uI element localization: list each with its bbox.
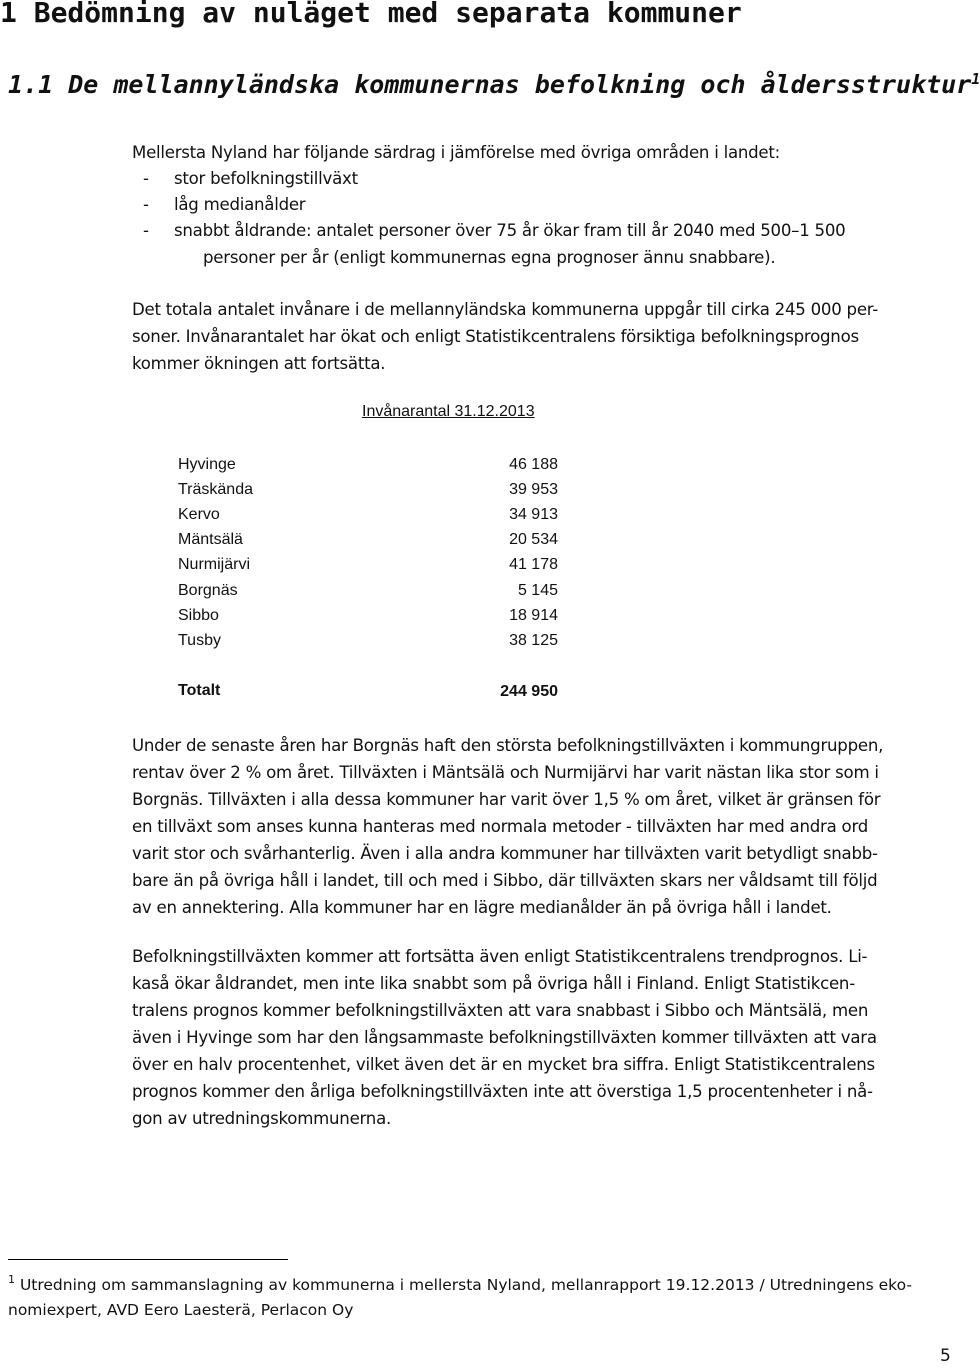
footnote-line	[8, 1273, 912, 1294]
intro-lead: Mellersta Nyland har följande särdrag i jämförelse med övriga områden i landet:	[132, 143, 780, 162]
paragraph-line: rentav över 2 % om året. Tillväxten i Mäntsälä och Nurmijärvi har varit nästan lika stor som i	[132, 763, 879, 782]
bullet-marker: -	[143, 221, 149, 240]
page-number: 5	[940, 1346, 951, 1366]
population-value: 39 953	[509, 481, 558, 498]
population-value: 46 188	[509, 456, 558, 473]
municipality-name: Kervo	[178, 506, 220, 523]
paragraph-line: kommer ökningen att fortsätta.	[132, 354, 386, 373]
bullet-item: låg medianålder	[174, 195, 306, 214]
paragraph-line: gon av utredningskommunerna.	[132, 1109, 392, 1128]
municipality-name: Nurmijärvi	[178, 556, 250, 573]
total-label: Totalt	[178, 682, 221, 699]
municipality-name: Hyvinge	[178, 456, 236, 473]
municipality-name: Tusby	[178, 632, 221, 649]
municipality-name: Sibbo	[178, 607, 219, 624]
bullet-marker: -	[143, 169, 149, 188]
bullet-marker: -	[143, 195, 149, 214]
paragraph-line: Befolkningstillväxten kommer att fortsätta även enligt Statistikcentralens trendprognos. Li-	[132, 947, 868, 966]
municipality-name: Träskända	[178, 481, 253, 498]
paragraph-line: Under de senaste åren har Borgnäs haft den största befolkningstillväxten i kommungruppen,	[132, 736, 884, 755]
bullet-item-continuation: personer per år (enligt kommunernas egna prognoser ännu snabbare).	[203, 248, 776, 267]
footnote-marker: 1	[8, 1273, 15, 1286]
municipality-name: Borgnäs	[178, 582, 238, 599]
paragraph-line: över en halv procentenhet, vilket även det är en mycket bra siffra. Enligt Statistikcentralens	[132, 1055, 875, 1074]
paragraph-line: tralens prognos kommer befolkningstillväxten att vara snabbast i Sibbo och Mäntsälä, men	[132, 1001, 869, 1020]
population-value: 18 914	[509, 607, 558, 624]
paragraph-line: bare än på övriga håll i landet, till och med i Sibbo, där tillväxten skars ner våldsamt till följd	[132, 871, 878, 890]
total-value: 244 950	[500, 683, 558, 700]
paragraph-line: varit stor och svårhanterlig. Även i alla andra kommuner har tillväxten varit betydligt snabb-	[132, 844, 878, 863]
municipality-name: Mäntsälä	[178, 531, 243, 548]
population-value: 34 913	[509, 506, 558, 523]
table-title: Invånarantal 31.12.2013	[362, 403, 535, 420]
footnote-line: nomiexpert, AVD Eero Laesterä, Perlacon Oy	[8, 1301, 354, 1319]
bullet-item: snabbt åldrande: antalet personer över 75 år ökar fram till år 2040 med 500–1 500	[174, 221, 846, 240]
paragraph-line: Borgnäs. Tillväxten i alla dessa kommuner har varit över 1,5 % om året, vilket är gränsen för	[132, 790, 881, 809]
population-value: 5 145	[517, 582, 558, 599]
population-value: 38 125	[509, 632, 558, 649]
population-value: 41 178	[509, 556, 558, 573]
paragraph-line: en tillväxt som anses kunna hanteras med normala metoder - tillväxten har med andra ord	[132, 817, 869, 836]
paragraph-line: även i Hyvinge som har den långsammaste befolkningstillväxten kommer tillväxten att vara	[132, 1028, 877, 1047]
paragraph-line: kaså ökar åldrandet, men inte lika snabbt som på övriga håll i Finland. Enligt Statistikcen-	[132, 974, 855, 993]
paragraph-line: soner. Invånarantalet har ökat och enligt Statistikcentralens försiktiga befolkningsprognos	[132, 327, 859, 346]
paragraph-line: Det totala antalet invånare i de mellannyländska kommunerna uppgår till cirka 245 000 per-	[132, 300, 879, 319]
subsection-heading	[8, 70, 980, 99]
paragraph-line: av en annektering. Alla kommuner har en lägre medianålder än på övriga håll i landet.	[132, 898, 832, 917]
population-value: 20 534	[509, 531, 558, 548]
footnote-separator	[8, 1259, 288, 1260]
footnote-reference: 1	[971, 70, 980, 88]
section-heading: 1 Bedömning av nuläget med separata kommuner	[0, 0, 742, 29]
footnote-text: Utredning om sammanslagning av kommunerna i mellersta Nyland, mellanrapport 19.12.2013 / Utredningens eko-	[19, 1276, 912, 1294]
subsection-heading-text: 1.1 De mellannyländska kommunernas befolkning och åldersstruktur	[8, 70, 972, 99]
paragraph-line: prognos kommer den årliga befolkningstillväxten inte att överstiga 1,5 procentenheter i nå-	[132, 1082, 873, 1101]
bullet-item: stor befolkningstillväxt	[174, 169, 358, 188]
